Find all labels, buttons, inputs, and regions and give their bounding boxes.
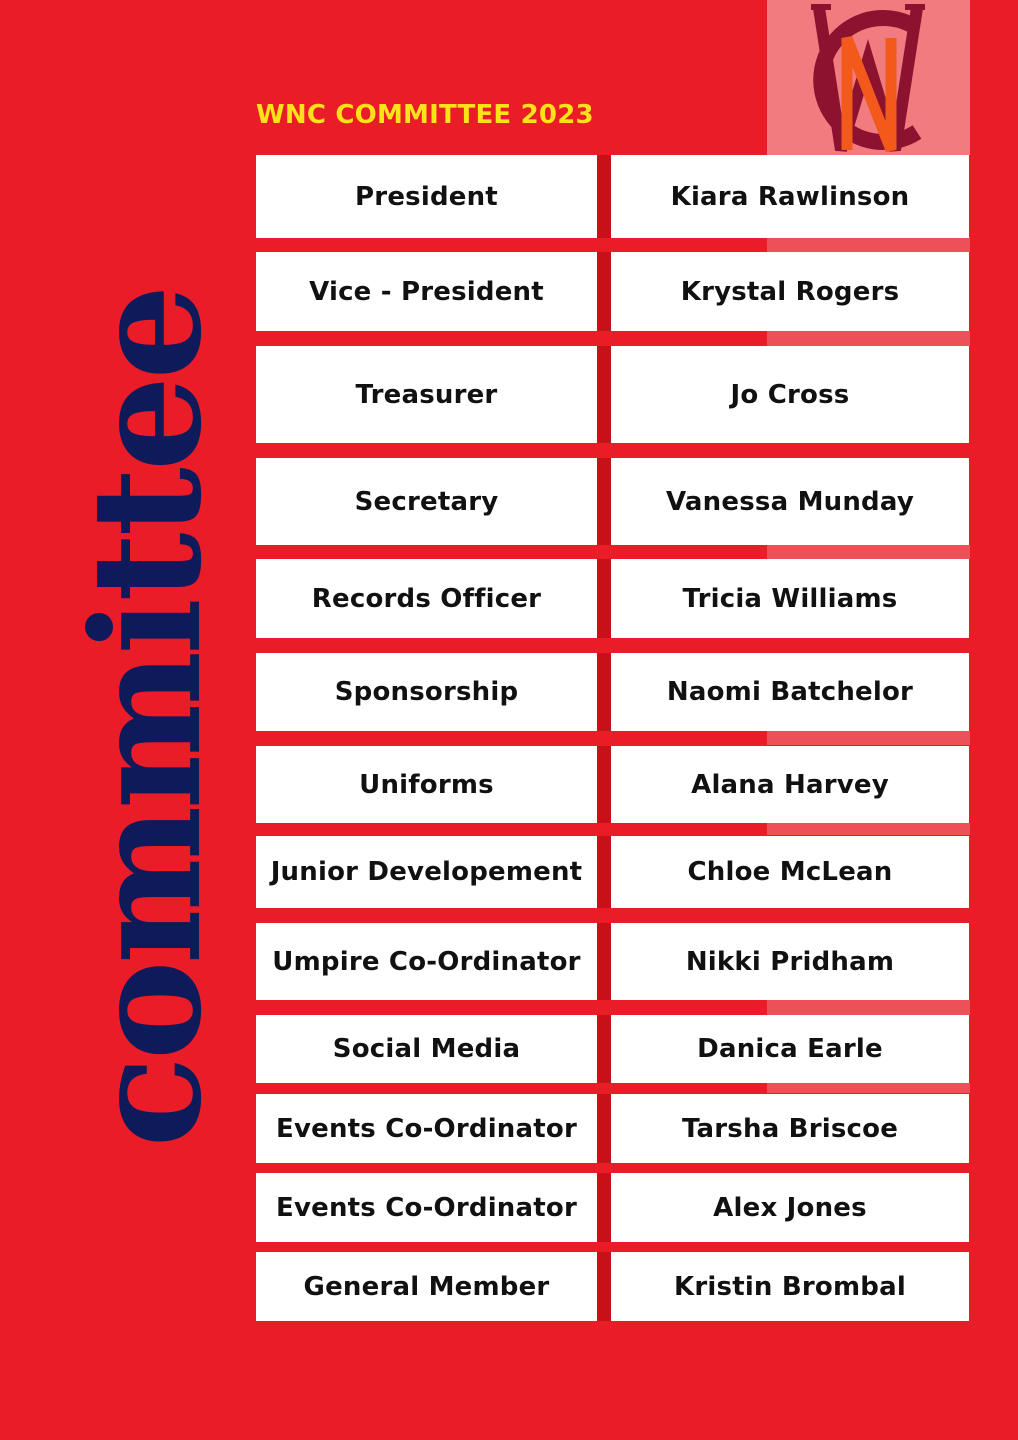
name-cell: Chloe McLean xyxy=(611,836,969,908)
role-cell: Events Co-Ordinator xyxy=(256,1173,597,1242)
column-divider xyxy=(597,346,611,443)
name-cell: Jo Cross xyxy=(611,346,969,443)
role-cell: Uniforms xyxy=(256,746,597,823)
role-cell: Secretary xyxy=(256,458,597,545)
name-cell: Kristin Brombal xyxy=(611,1252,969,1321)
side-title: committee xyxy=(59,288,235,1148)
ghost-logo-strip xyxy=(767,1083,970,1093)
name-cell: Danica Earle xyxy=(611,1015,969,1083)
name-cell: Alana Harvey xyxy=(611,746,969,823)
name-cell: Vanessa Munday xyxy=(611,458,969,545)
name-cell: Naomi Batchelor xyxy=(611,653,969,731)
role-cell: Records Officer xyxy=(256,559,597,638)
column-divider xyxy=(597,836,611,908)
role-cell: Treasurer xyxy=(256,346,597,443)
role-cell: General Member xyxy=(256,1252,597,1321)
ghost-logo-strip xyxy=(767,731,970,745)
column-divider xyxy=(597,653,611,731)
wnc-logo xyxy=(767,0,970,155)
ghost-logo-strip xyxy=(767,545,970,559)
role-cell: Events Co-Ordinator xyxy=(256,1094,597,1163)
role-cell: Social Media xyxy=(256,1015,597,1083)
name-cell: Kiara Rawlinson xyxy=(611,155,969,238)
name-cell: Nikki Pridham xyxy=(611,923,969,1000)
ghost-logo-strip xyxy=(767,823,970,835)
column-divider xyxy=(597,559,611,638)
ghost-logo-strip xyxy=(767,1000,970,1015)
ghost-logo-strip xyxy=(767,237,970,252)
column-divider xyxy=(597,252,611,331)
role-cell: Sponsorship xyxy=(256,653,597,731)
column-divider xyxy=(597,1015,611,1083)
role-cell: Umpire Co-Ordinator xyxy=(256,923,597,1000)
name-cell: Alex Jones xyxy=(611,1173,969,1242)
column-divider xyxy=(597,458,611,545)
column-divider xyxy=(597,1252,611,1321)
role-cell: Junior Developement xyxy=(256,836,597,908)
page-title: WNC COMMITTEE 2023 xyxy=(256,100,594,130)
wnc-monogram-logo-icon xyxy=(767,0,970,155)
name-cell: Krystal Rogers xyxy=(611,252,969,331)
column-divider xyxy=(597,746,611,823)
name-cell: Tarsha Briscoe xyxy=(611,1094,969,1163)
column-divider xyxy=(597,923,611,1000)
role-cell: Vice - President xyxy=(256,252,597,331)
role-cell: President xyxy=(256,155,597,238)
column-divider xyxy=(597,155,611,238)
column-divider xyxy=(597,1094,611,1163)
column-divider xyxy=(597,1173,611,1242)
name-cell: Tricia Williams xyxy=(611,559,969,638)
ghost-logo-strip xyxy=(767,331,970,346)
